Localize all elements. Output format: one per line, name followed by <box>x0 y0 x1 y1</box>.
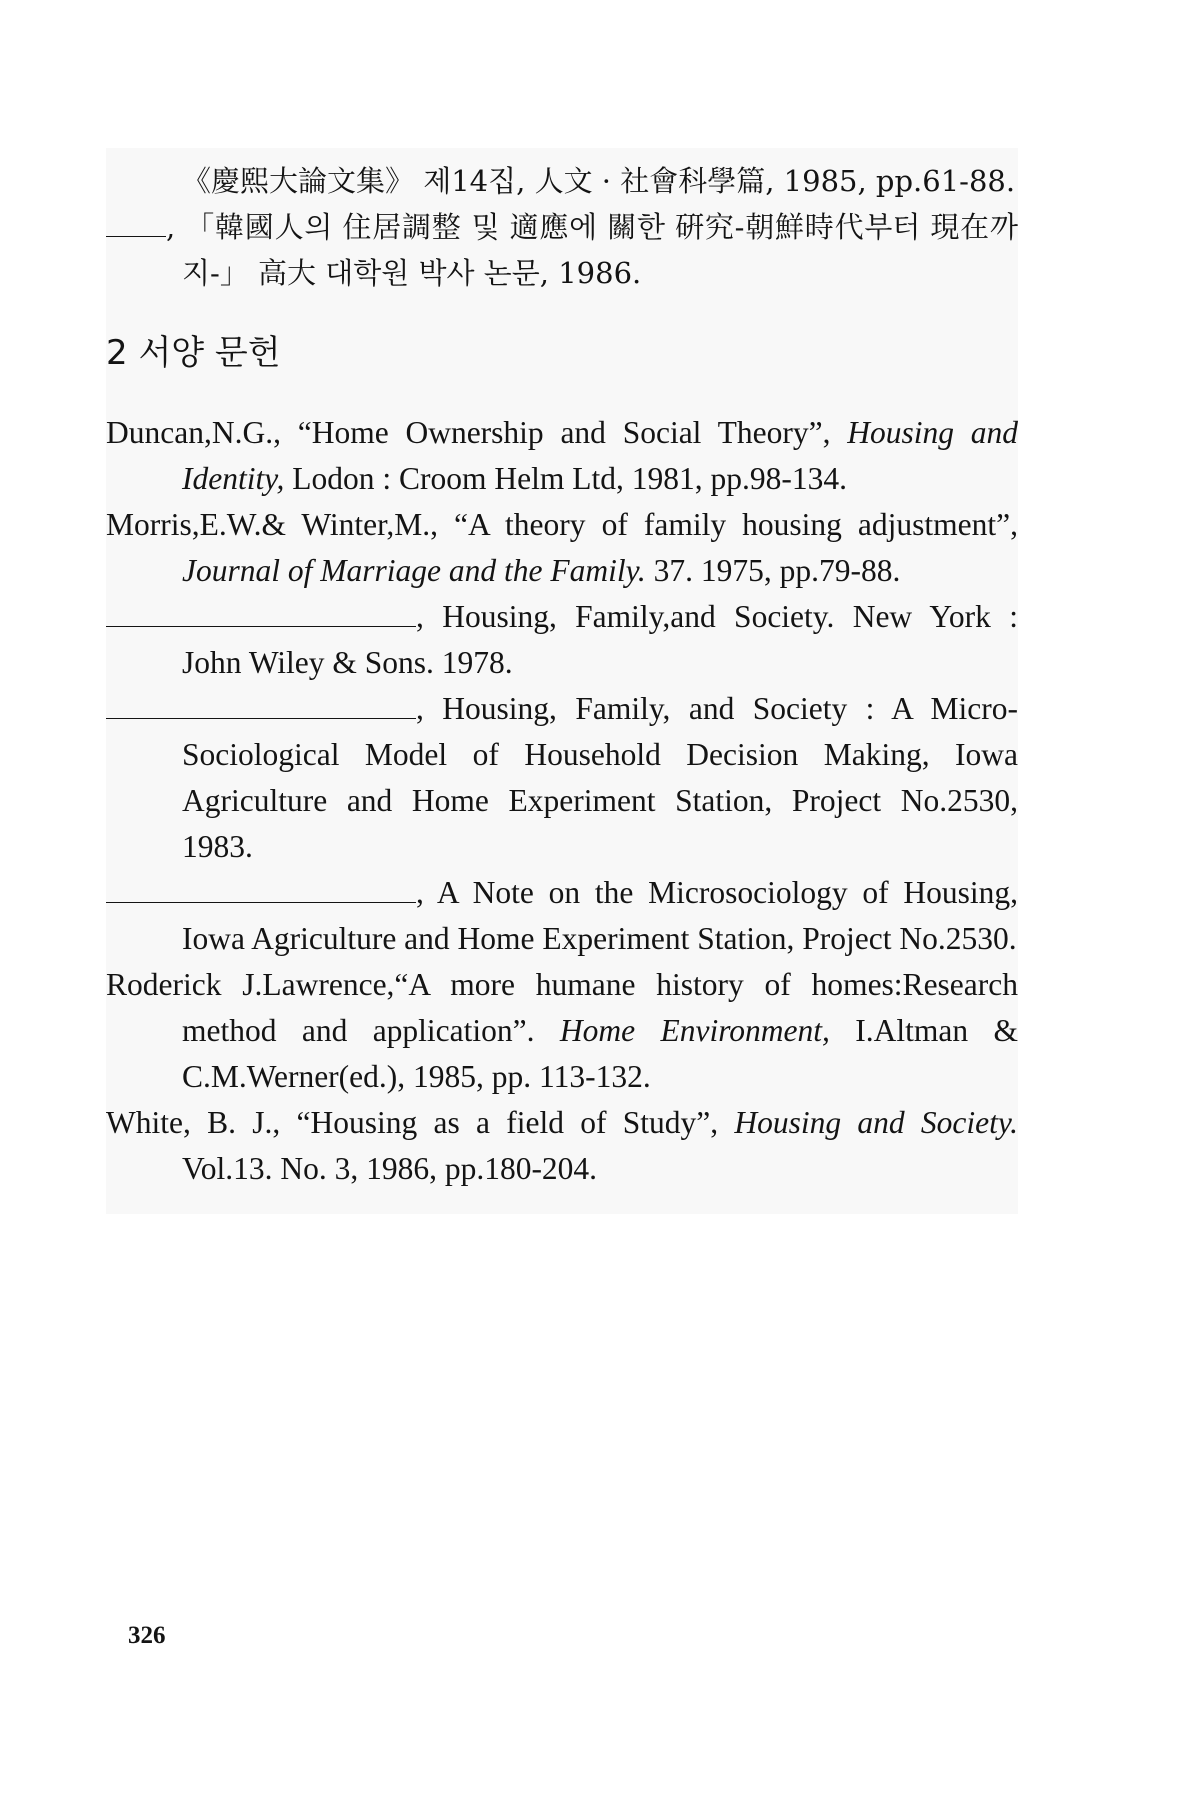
ref-text: 37. 1975, pp.79-88. <box>645 553 901 588</box>
author-repeat-line <box>106 882 416 903</box>
ref-text: , Housing, Family,and Society. New York : John Wiley & Sons. 1978. <box>182 599 1018 680</box>
page-number: 326 <box>128 1622 166 1649</box>
ref-title: Journal of Marriage and the Family. <box>182 553 646 588</box>
reference-entry <box>106 594 1018 686</box>
reference-entry <box>106 870 1018 916</box>
ref-text: I.Altman & C.M.Werner(ed.), 1985, pp. 113-132. <box>182 1013 1018 1094</box>
reference-entry <box>106 686 1018 870</box>
korean-ref-continuation <box>106 158 1018 204</box>
section-heading: 2 서양 문헌 <box>106 333 281 373</box>
ref-text: 《慶熙大論文集》 제14집, 人文 · 社會科學篇, 1985, pp.61-88. <box>182 164 1016 198</box>
ref-text: , A Note on the Microsociology of Housing, <box>416 875 1018 910</box>
ref-text: Iowa Agriculture and Home Experiment Station, Project No.2530. <box>182 921 1017 956</box>
ref-title: Housing and Society. <box>734 1105 1019 1140</box>
ref-text: Roderick J.Lawrence,“A more humane history of homes:Research method and application”. <box>106 967 1018 1048</box>
reference-entry <box>106 502 1018 594</box>
ref-text: Vol.13. No. 3, 1986, pp.180-204. <box>182 1151 598 1186</box>
ref-text: , 「韓國人의 住居調整 및 適應에 關한 硏究-朝鮮時代부터 現在까지-」 高大 대학원 박사 논문, 1986. <box>166 210 1018 290</box>
bibliography <box>106 148 1018 1214</box>
reference-entry <box>106 410 1018 502</box>
ref-text: Lodon : Croom Helm Ltd, 1981, pp.98-134. <box>284 461 847 496</box>
reference-continuation <box>106 916 1018 962</box>
author-repeat-line <box>106 606 416 627</box>
author-repeat-line <box>106 216 166 237</box>
korean-ref-entry <box>106 204 1018 296</box>
ref-title: Home Environment, <box>559 1013 830 1048</box>
ref-text: Morris,E.W.& Winter,M., “A theory of family housing adjustment”, <box>106 507 1018 542</box>
ref-text: White, B. J., “Housing as a field of Study”, <box>106 1105 735 1140</box>
ref-text: , Housing, Family, and Society : A Micro-Sociological Model of Household Decision Making, Iowa Agriculture and Home Experiment Station, Project No.2530, 1983. <box>182 691 1018 864</box>
author-repeat-line <box>106 698 416 719</box>
ref-text: Duncan,N.G., “Home Ownership and Social Theory”, <box>106 415 848 450</box>
reference-entry <box>106 962 1018 1100</box>
reference-entry <box>106 1100 1018 1192</box>
ref-title: Housing and Identity, <box>182 415 1018 496</box>
